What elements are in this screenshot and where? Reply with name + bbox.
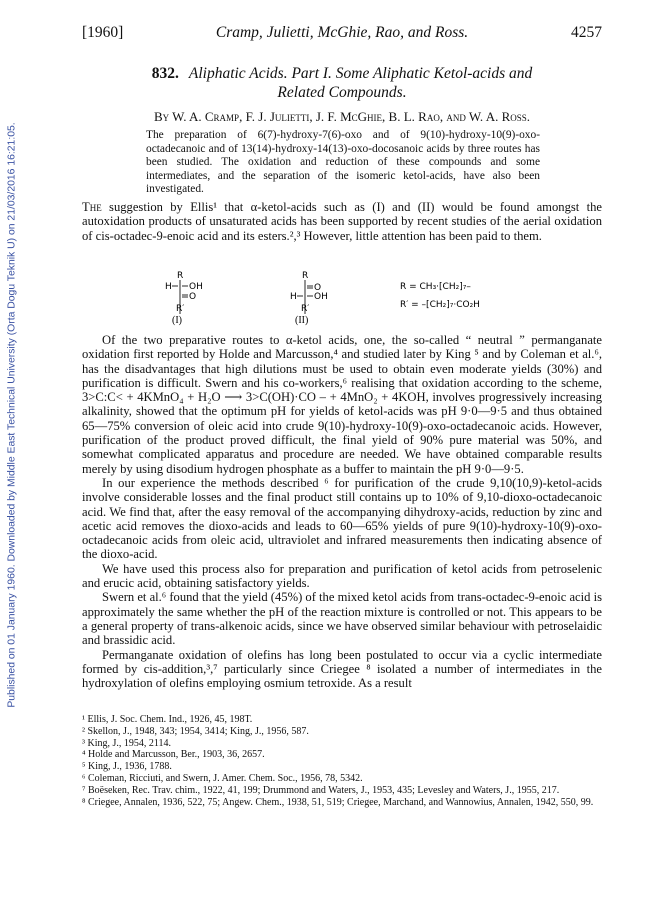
struct1-oh: OH: [189, 282, 203, 292]
struct2-r: R: [302, 271, 309, 281]
download-watermark: [2, 30, 22, 800]
main-body: [82, 333, 602, 690]
ketol-structures: [82, 270, 602, 326]
struct2-o: O: [314, 283, 322, 293]
footnote: ² Skellon, J., 1948, 343; 1954, 3414; King, J., 1956, 587.: [82, 725, 309, 737]
struct2-label: (II): [295, 315, 309, 326]
article-title: [82, 64, 602, 102]
footnote: ⁶ Coleman, Ricciuti, and Swern, J. Amer. Chem. Soc., 1956, 78, 5342.: [82, 772, 363, 784]
struct1-label: (I): [172, 315, 182, 326]
footnote: ⁴ Holde and Marcusson, Ber., 1903, 36, 2657.: [82, 749, 265, 761]
page-number: 4257: [571, 24, 602, 41]
footnote: ⁸ Criegee, Annalen, 1936, 522, 75; Angew. Chem., 1938, 51, 519; Criegee, Marchand, and Wannowius, Annalen, 1942, 550, 99.: [82, 796, 594, 808]
title-line-2: Related Compounds.: [277, 84, 407, 101]
paragraph-purification: In our experience the methods described ⁶ for purification of the crude 9,10(10,9)-ketol-acids involve considerable losses and the final product still contains up to 10% of 9,10-dioxo-octadecanoic acid. We find that, after the easy removal of the accompanying dihydroxy-acids, reduction by zinc and acetic acid removes the dioxo-acids and leads to 60—65% yields of pure 9(10)-hydroxy-10(9)-oxo-octadecanoic acids from oleic acid, ultraviolet and infrared measurements then indicating absence of the dioxo-acid.: [82, 475, 602, 562]
watermark-text: Published on 01 January 1960. Downloaded by Middle East Technical University (Orta Dogu Teknik U) on 21/03/2016 16:21:05.: [6, 122, 18, 708]
author-byline: By W. A. Cramp, F. J. Julietti, J. F. McGhie, B. L. Rao, and W. A. Ross.: [153, 109, 531, 124]
footnotes: [82, 714, 602, 808]
footnote: ⁷ Boëseken, Rec. Trav. chim., 1922, 41, 199; Drummond and Waters, J., 1953, 435; Levesley and Waters, J., 1955, 217.: [82, 784, 560, 796]
r-definition: R = CH₃·[CH₂]₇–: [400, 282, 471, 292]
paragraph-process: We have used this process also for preparation and purification of ketol acids from petroselenic and erucic acid, obtaining satisfactory yields.: [82, 561, 602, 591]
abstract: The preparation of 6(7)-hydroxy-7(6)-oxo and of 9(10)-hydroxy-10(9)-oxo-octadecanoic and of 13(14)-hydroxy-14(13)-oxo-docosanoic acids by three routes has been studied. The oxidation and reduction of these compounds and some intermediates, and the separation of the isomeric ketol-acids, have also been investigated.: [146, 129, 540, 196]
paragraph-routes: Of the two preparative routes to α-ketol acids, one, the so-called “ neutral ” permanganate oxidation first reported by Holde and Marcusson,⁴ and studied later by King ⁵ and by Coleman et al.⁶, has the disadvantages that high dilutions must be used to obtain even moderate yields (30%) and purification is difficult. Swern and his co-workers,⁶ realising that oxidation according to the scheme, 3>C:C< + 4KMnO₄ + H₂O ⟶ 3>C(OH)·CO – + 4MnO₂ + 4KOH, involves progressively increasing alkalinity, showed that the optimum pH for yields of ketol-acids was pH 9·0—9·5 and thus obtained 65—75% conversion of oleic acid into crude 9(10)-hydroxy-10(9)-oxo-octadecanoic acids. However, purification of the product proved difficult, the final yield of 90% pure material was 50%, and somewhat complicated apparatus and procedure are needed. We have obtained comparable results merely by using disodium hydrogen phosphate as a buffer to maintain the pH 9·0—9·5.: [82, 333, 602, 476]
struct2-oh: OH: [314, 292, 328, 302]
paragraph-intro: [82, 200, 602, 243]
running-header: [82, 24, 602, 46]
lead-word: The: [82, 200, 102, 214]
struct1-rprime: R′: [176, 304, 185, 314]
article-number: 832.: [151, 65, 179, 82]
struct1-r: R: [177, 271, 184, 281]
rprime-definition: R′ = –[CH₂]₇·CO₂H: [400, 300, 480, 310]
struct2-rprime: R′: [301, 304, 310, 314]
footnote: ¹ Ellis, J. Soc. Chem. Ind., 1926, 45, 198T.: [82, 714, 253, 725]
struct2-h: H: [290, 292, 297, 302]
struct1-o: O: [189, 292, 197, 302]
struct1-h: H: [165, 282, 172, 292]
paragraph-trans: Swern et al.⁶ found that the yield (45%) of the mixed ketol acids from trans-octadec-9-enoic acid is approximately the same whether the pH of the reaction mixture is controlled or not. This appears to be a general property of trans-alkenoic acids, since we have observed similar behaviour with petroselaidic and brassidic acid.: [82, 590, 602, 648]
paragraph-mechanism: Permanganate oxidation of olefins has long been postulated to occur via a cyclic intermediate formed by cis-addition,³,⁷ particularly since Criegee ⁸ isolated a number of intermediates in the hydroxylation of olefins employing osmium tetroxide. As a result: [82, 647, 602, 691]
structural-formulae: [82, 270, 602, 326]
header-authors: Cramp, Julietti, McGhie, Rao, and Ross.: [215, 24, 469, 41]
header-year: [1960]: [82, 24, 124, 41]
title-line-1: Aliphatic Acids. Part I. Some Aliphatic Ketol-acids and: [188, 65, 533, 82]
footnote: ⁵ King, J., 1936, 1788.: [82, 761, 172, 773]
footnote: ³ King, J., 1954, 2114.: [82, 737, 172, 749]
intro-text: suggestion by Ellis¹ that α-ketol-acids such as (I) and (II) would be found amongst the autoxidation products of unsaturated acids has been supported by recent studies of the aerial oxidation of cis-octadec-9-enoic acid and its esters.²,³ However, little attention has been paid to them.: [82, 200, 602, 243]
